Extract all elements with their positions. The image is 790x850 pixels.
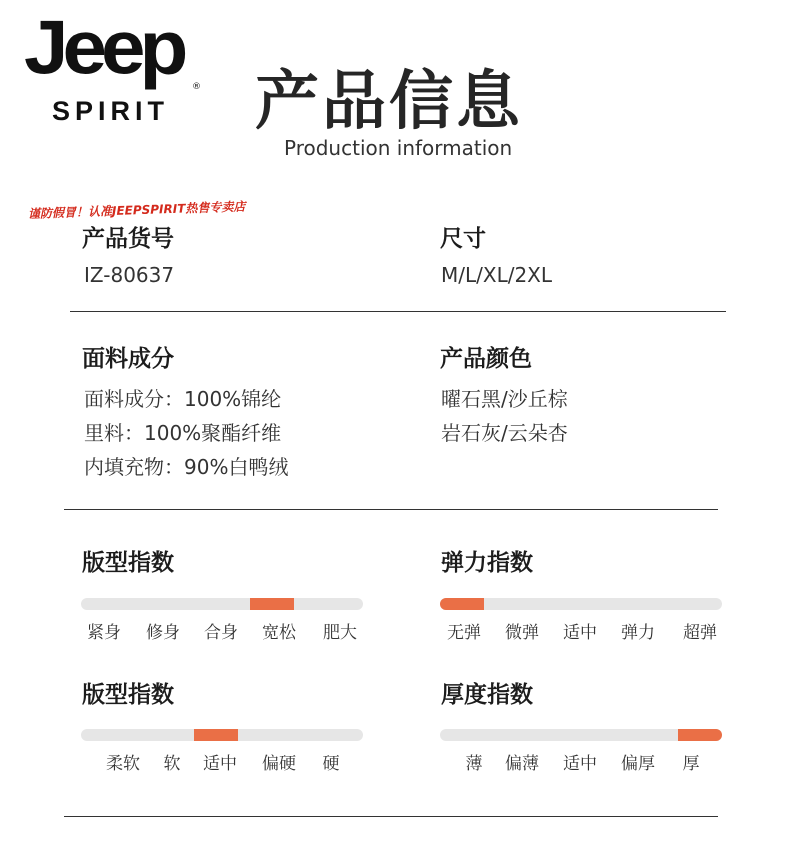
thickness-tick: 厚	[682, 754, 700, 774]
size-value: M/L/XL/2XL	[441, 263, 553, 287]
thickness-index-label: 厚度指数	[441, 682, 533, 708]
brand-sub: SPIRIT	[52, 96, 170, 126]
elastic-tick: 弹力	[621, 623, 655, 643]
elastic-tick: 超弹	[683, 623, 717, 643]
product-no-label: 产品货号	[82, 226, 174, 252]
color-line: 曜石黑/沙丘棕	[441, 387, 568, 411]
thickness-tick: 偏薄	[505, 754, 539, 774]
softness-tick: 柔软	[106, 754, 140, 774]
softness-tick: 偏硬	[262, 754, 296, 774]
divider	[64, 509, 718, 510]
color-line: 岩石灰/云朵杏	[441, 421, 568, 445]
softness-tick: 硬	[322, 754, 340, 774]
divider	[70, 311, 726, 312]
elastic-index-bar	[440, 598, 722, 643]
elastic-tick: 微弹	[505, 623, 539, 643]
material-line: 内填充物：90%白鸭绒	[84, 455, 289, 479]
thickness-index-bar	[440, 729, 722, 774]
fit-tick: 肥大	[323, 623, 357, 643]
thickness-tick: 薄	[465, 754, 483, 774]
thickness-tick: 偏厚	[621, 754, 655, 774]
fit-index-label: 版型指数	[82, 550, 174, 576]
softness-tick: 软	[163, 754, 181, 774]
fit-index-bar	[81, 598, 363, 643]
brand-logo: Jeep	[24, 5, 183, 90]
elastic-index-label: 弹力指数	[441, 550, 533, 576]
watermark-notice: 谨防假冒！认准JEEPSPIRIT热售专卖店	[27, 199, 246, 221]
material-line: 里料：100%聚酯纤维	[84, 421, 282, 445]
page-title: 产品信息	[255, 65, 523, 139]
thickness-tick: 适中	[563, 754, 597, 774]
material-label: 面料成分	[82, 346, 174, 372]
softness-index-label: 版型指数	[82, 682, 174, 708]
softness-index-bar	[81, 729, 363, 774]
fit-tick: 合身	[204, 623, 238, 643]
material-line: 面料成分：100%锦纶	[84, 387, 282, 411]
elastic-tick: 无弹	[447, 623, 481, 643]
softness-tick: 适中	[203, 754, 237, 774]
registered-mark: ®	[192, 82, 201, 92]
thickness-index-fill	[678, 729, 722, 741]
color-label: 产品颜色	[440, 346, 532, 372]
size-label: 尺寸	[440, 226, 486, 252]
fit-tick: 宽松	[262, 623, 296, 643]
elastic-index-fill	[440, 598, 484, 610]
page-subtitle: Production information	[284, 136, 513, 160]
elastic-tick: 适中	[563, 623, 597, 643]
fit-tick: 紧身	[87, 623, 121, 643]
fit-index-fill	[250, 598, 294, 610]
product-no-value: IZ-80637	[84, 263, 175, 287]
softness-index-fill	[194, 729, 238, 741]
fit-tick: 修身	[146, 623, 180, 643]
divider	[64, 816, 718, 817]
